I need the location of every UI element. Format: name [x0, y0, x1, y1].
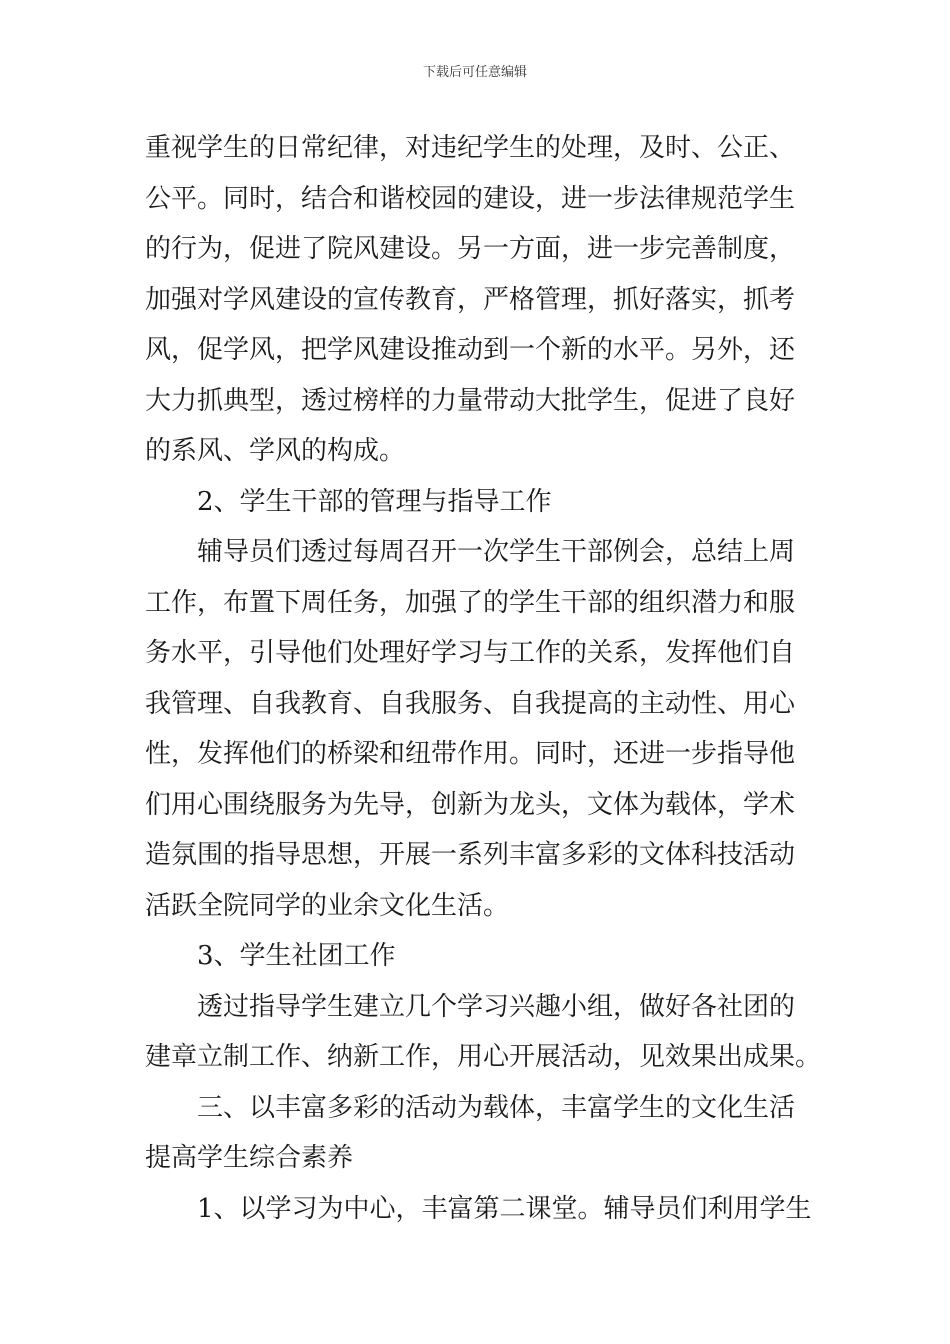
body-line: 公平。同时，结合和谐校园的建设，进一步法律规范学生	[145, 183, 796, 214]
body-line: 性，发挥他们的桥梁和纽带作用。同时，还进一步指导他	[145, 739, 796, 769]
body-line: 的行为，促进了院风建设。另一方面，进一步完善制度，	[145, 234, 796, 264]
body-line: 建章立制工作、纳新工作，用心开展活动，见效果出成果。	[145, 1042, 822, 1072]
section-heading: 三、以丰富多彩的活动为载体，丰富学生的文化生活	[197, 1092, 796, 1123]
section-heading: 2、学生干部的管理与指导工作	[197, 486, 552, 517]
body-line: 活跃全院同学的业余文化生活。	[145, 890, 510, 921]
paragraph-start-line: 1、以学习为中心，丰富第二课堂。辅导员们利用学生	[197, 1193, 812, 1224]
body-line: 大力抓典型，透过榜样的力量带动大批学生，促进了良好	[145, 385, 796, 416]
body-line: 务水平，引导他们处理好学习与工作的关系，发挥他们自	[145, 638, 796, 668]
paragraph-start-line: 透过指导学生建立几个学习兴趣小组，做好各社团的	[197, 991, 796, 1022]
body-line: 风，促学风，把学风建设推动到一个新的水平。另外，还	[145, 335, 796, 365]
document-body	[145, 123, 822, 1234]
body-line: 提高学生综合素养	[145, 1143, 354, 1173]
body-line: 加强对学风建设的宣传教育，严格管理，抓好落实，抓考	[145, 284, 796, 315]
section-heading: 3、学生社团工作	[197, 941, 396, 971]
body-line: 重视学生的日常纪律，对违纪学生的处理，及时、公正、	[145, 133, 796, 163]
body-line: 的系风、学风的构成。	[145, 436, 406, 466]
paragraph-start-line: 辅导员们透过每周召开一次学生干部例会，总结上周	[197, 537, 796, 567]
page-header: 下载后可任意编辑	[422, 65, 527, 80]
body-line: 工作，布置下周任务，加强了的学生干部的组织潜力和服	[145, 587, 796, 618]
body-line: 造氛围的指导思想，开展一系列丰富多彩的文体科技活动	[145, 840, 796, 870]
body-line: 我管理、自我教育、自我服务、自我提高的主动性、用心	[145, 688, 796, 719]
body-line: 们用心围绕服务为先导，创新为龙头，文体为载体，学术	[145, 789, 796, 820]
